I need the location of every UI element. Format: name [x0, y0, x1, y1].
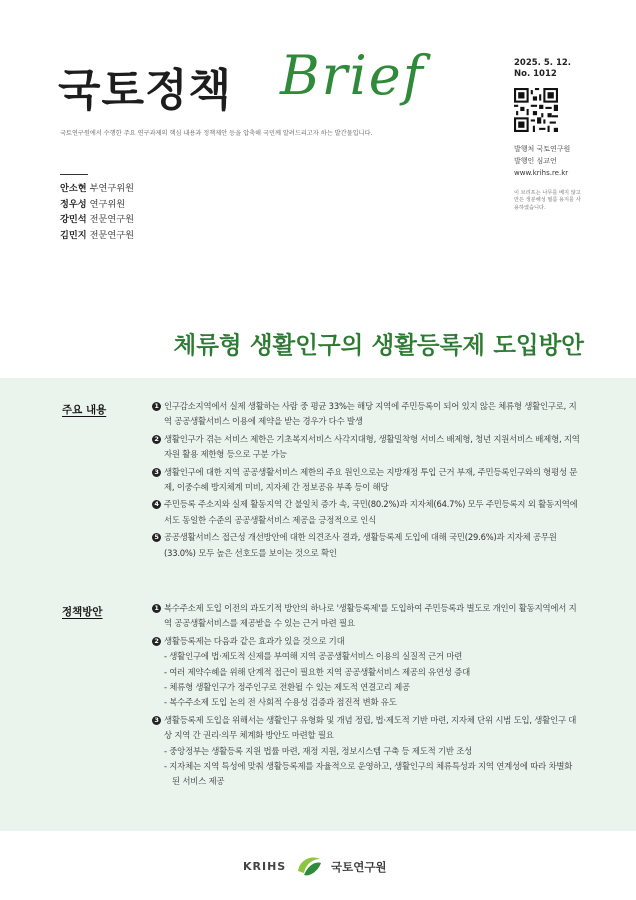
author: 김민지 전문연구원 [60, 229, 134, 241]
masthead-title-en: Brief [280, 44, 425, 107]
sub-item: - 중앙정부는 생활등록 지원 법률 마련, 재정 지원, 정보시스템 구축 등 제도적 기반 조성 [164, 745, 473, 756]
list-item: 2 생활등록제는 다음과 같은 효과가 있을 것으로 기대 [152, 634, 580, 649]
author-list [60, 181, 134, 243]
list-item: 1 인구감소지역에서 실제 생활하는 사람 중 평균 33%는 해당 지역에 주민등록이 되어 있지 않은 체류형 생활인구로, 지역 공공생활서비스 이용에 제약을 받는 경우가 다수 발생 [152, 399, 580, 430]
list-item: 3 생활인구에 대한 지역 공공생활서비스 제한의 주요 원인으로는 지방재정 투입 근거 부재, 주민등록인구와의 형평성 문제, 이중수혜 방지체계 미비, 지자체 간 정보공유 부족 등이 해당 [152, 465, 580, 496]
publisher-info [514, 143, 604, 179]
number-badge-icon: 3 [152, 468, 161, 477]
issue-date: 2025. 5. 12. [514, 58, 572, 68]
issue-meta [514, 58, 604, 79]
list-item: 1 복수주소제 도입 이전의 과도기적 방안의 하나로 '생활등록제'를 도입하여 주민등록과 별도로 개인이 활동지역에서 지역 공공생활서비스를 제공받을 수 있는 근거 마련 필요 [152, 601, 580, 632]
masthead-title-kr: 국토정책 [58, 65, 233, 116]
sub-item: - 지자체는 지역 특성에 맞춰 생활등록제를 자율적으로 운영하고, 생활인구의 체류특성과 지역 연계성에 따라 차별화된 서비스 제공 [164, 761, 573, 787]
list-item: 2 생활인구가 겪는 서비스 제한은 기초복지서비스 사각지대형, 생활밀착형 서비스 배제형, 청년 지원서비스 배제형, 지역자원 활용 제한형 등으로 구분 가능 [152, 432, 580, 463]
list-item: 4 주민등록 주소지와 실제 활동지역 간 불일치 증가 속, 국민(80.2%)과 지자체(64.7%) 모두 주민등록지 외 활동지역에서도 동일한 수준의 공공생활서비스 제공을 긍정적으로 인식 [152, 497, 580, 528]
issuer: 발행인 심교언 [514, 157, 557, 165]
qr-code-icon[interactable] [514, 88, 558, 132]
footer-org: 국토연구원 [331, 860, 387, 874]
issue-number: No. 1012 [514, 69, 557, 79]
summary-list [152, 399, 580, 563]
page-title: 체류형 생활인구의 생활등록제 도입방안 [173, 331, 584, 359]
number-badge-icon: 5 [152, 533, 161, 542]
number-badge-icon: 2 [152, 637, 161, 646]
sub-item: - 여러 제약수혜을 위해 단계적 접근이 필요한 지역 공공생활서비스 제공의 유연성 증대 [164, 666, 471, 677]
number-badge-icon: 4 [152, 500, 161, 509]
author: 강민석 전문연구원 [60, 214, 134, 226]
sub-item: - 체류형 생활인구가 정주인구로 전환될 수 있는 제도적 연결고리 제공 [164, 682, 410, 693]
footer-krihs: KRIHS [243, 860, 287, 873]
section-label-summary: 주요 내용 [62, 404, 107, 416]
website-link[interactable]: www.krihs.re.kr [514, 169, 569, 177]
policy-list [152, 601, 580, 790]
masthead [58, 44, 478, 114]
number-badge-icon: 2 [152, 435, 161, 444]
list-item: 5 공공생활서비스 접근성 개선방안에 대한 의견조사 결과, 생활등록제 도입에 대해 국민(29.6%)과 지자체 공무원(33.0%) 모두 높은 선호도를 보이는 것으로 확인 [152, 530, 580, 561]
paper-notice: 이 브리프는 나무를 베지 않고 만든 생분해성 필름 용지를 사용하였습니다. [514, 190, 581, 211]
number-badge-icon: 3 [152, 716, 161, 725]
sub-item: - 생활인구에 법·제도적 신제를 부여해 지역 공공생활서비스 이용의 실질적 근거 마련 [164, 651, 463, 662]
krihs-logo-icon [294, 851, 324, 881]
author: 안소현 부연구위원 [60, 183, 134, 194]
publisher: 발행처 국토연구원 [514, 145, 571, 153]
footer [0, 851, 636, 881]
author: 정우성 연구위원 [60, 198, 126, 210]
number-badge-icon: 1 [152, 604, 161, 613]
sub-item: - 복수주소제 도입 논의 전 사회적 수용성 검증과 점진적 변화 유도 [164, 697, 397, 708]
number-badge-icon: 1 [152, 402, 161, 411]
list-item: 3 생활등록제 도입을 위해서는 생활인구 유형화 및 개념 정립, 법·제도적 기반 마련, 지자체 단위 시범 도입, 생활인구 대상 지역 간 권리·의무 체계화 방안도 마련할 필요 [152, 713, 580, 744]
section-label-policy: 정책방안 [62, 606, 103, 618]
tagline: 국토연구원에서 수행한 주요 연구과제의 핵심 내용과 정책제안 등을 압축해 국민께 알려드리고자 하는 발간물입니다. [60, 130, 373, 137]
divider [60, 174, 88, 175]
